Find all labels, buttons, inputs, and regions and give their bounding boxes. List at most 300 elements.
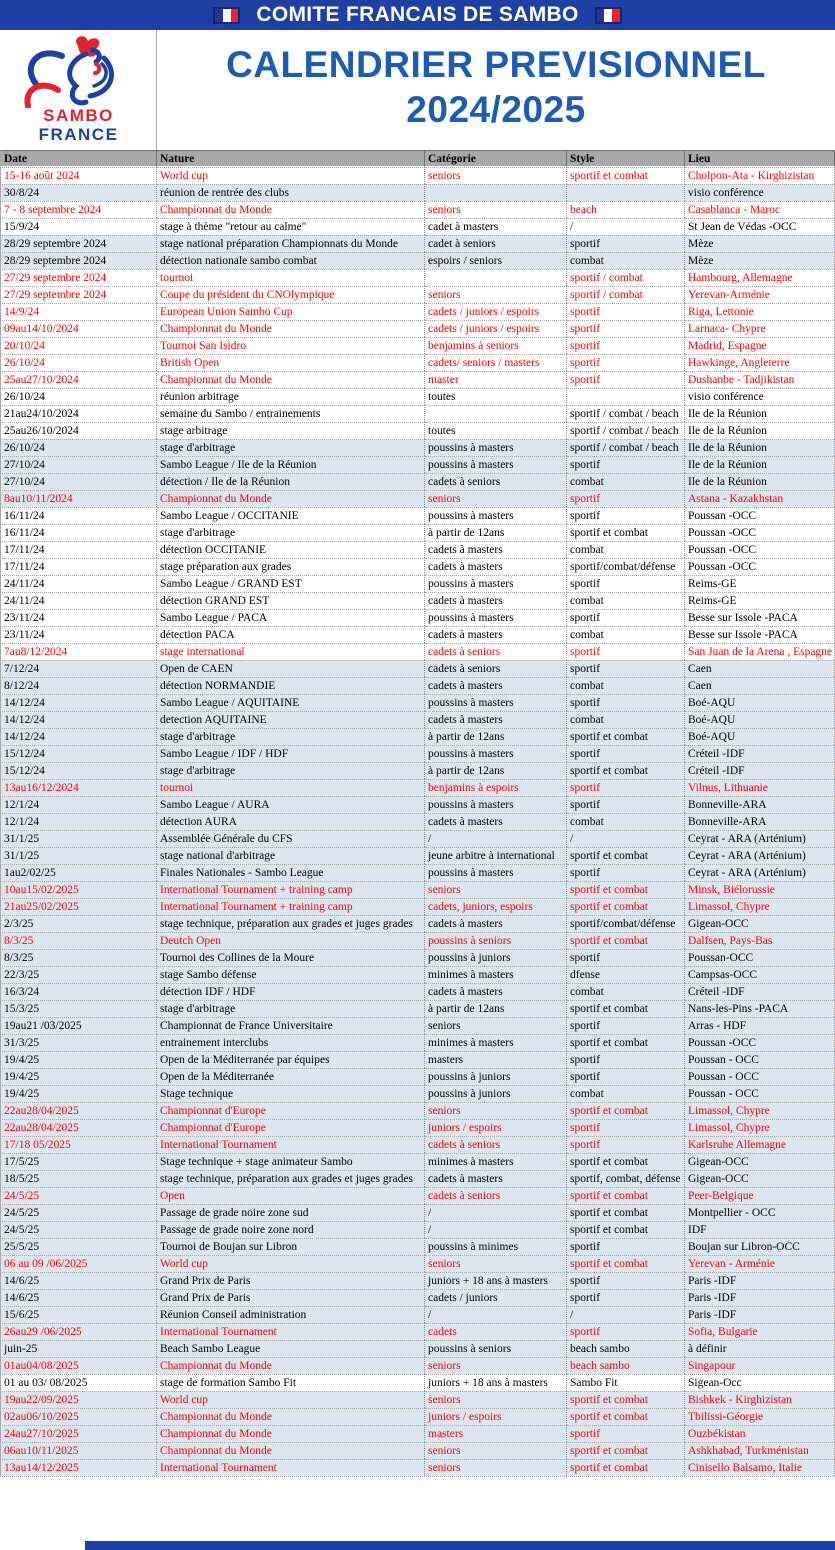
table-row [0,235,835,252]
cell-lieu: Casablanca - Maroc [685,201,835,218]
cell-lieu: Gigean-OCC [685,1153,835,1170]
cell-style: sportif [567,575,685,592]
cell-lieu: St Jean de Védas -OCC [685,218,835,235]
cell-categorie: seniors [425,1391,567,1408]
cell-style: dfense [567,966,685,983]
cell-lieu: Yerevan-Arménie [685,286,835,303]
cell-date: 16/11/24 [0,524,157,541]
cell-nature: Grand Prix de Paris [157,1289,425,1306]
cell-categorie: juniors / espoirs [425,1119,567,1136]
cell-date: 22au28/04/2025 [0,1119,157,1136]
cell-date: 26/10/24 [0,354,157,371]
cell-lieu: Gigean-OCC [685,915,835,932]
cell-categorie: masters [425,1425,567,1442]
cell-nature: Coupe du président du CNOlympique [157,286,425,303]
cell-lieu: Peer-Belgique [685,1187,835,1204]
calendar-table [0,150,835,1477]
cell-date: 12/1/24 [0,813,157,830]
cell-style [567,184,685,201]
cell-categorie [425,184,567,201]
cell-date: 13au14/12/2025 [0,1459,157,1476]
cell-lieu: Dushanbe - Tadjikistan [685,371,835,388]
cell-categorie: cadets à masters [425,983,567,1000]
cell-categorie: seniors [425,1017,567,1034]
cell-nature: Championnat du Monde [157,1442,425,1459]
cell-style: sportif [567,643,685,660]
cell-nature: détection nationale sambo combat [157,252,425,269]
cell-nature: European Union Sambo Cup [157,303,425,320]
cell-categorie: cadets [425,1323,567,1340]
cell-style: sportif et combat [567,1102,685,1119]
cell-lieu: Créteil -IDF [685,745,835,762]
cell-categorie: cadet à masters [425,218,567,235]
cell-categorie: masters [425,1051,567,1068]
cell-style: sportif et combat [567,932,685,949]
cell-categorie: / [425,830,567,847]
cell-categorie: / [425,1306,567,1323]
cell-nature: Sambo League / Ile de la Réunion [157,456,425,473]
table-row [0,1170,835,1187]
cell-style: beach sambo [567,1357,685,1374]
cell-date: 20/10/24 [0,337,157,354]
table-row [0,558,835,575]
cell-style: combat [567,711,685,728]
cell-categorie: seniors [425,1255,567,1272]
cell-nature: stage de formation Sambo Fit [157,1374,425,1391]
cell-lieu: Caen [685,660,835,677]
cell-lieu: Poussan -OCC [685,507,835,524]
cell-nature: Championnat du Monde [157,1408,425,1425]
cell-lieu: Sigean-Occ [685,1374,835,1391]
cell-style: combat [567,813,685,830]
table-row [0,1425,835,1442]
cell-categorie: seniors [425,1442,567,1459]
cell-categorie: cadets à seniors [425,473,567,490]
cell-nature: Championnat du Monde [157,320,425,337]
cell-lieu: Poussan - OCC [685,1068,835,1085]
cell-date: 8au10/11/2024 [0,490,157,507]
table-row [0,201,835,218]
cell-style: sportif [567,1136,685,1153]
cell-date: 10au15/02/2025 [0,881,157,898]
cell-style: sportif et combat [567,524,685,541]
cell-categorie: cadets/ seniors / masters [425,354,567,371]
cell-style: sportif / combat [567,286,685,303]
cell-style: sportif et combat [567,1442,685,1459]
cell-nature: stage national préparation Championnats du Monde [157,235,425,252]
cell-lieu: Ashkhabad, Turkménistan [685,1442,835,1459]
cell-nature: Beach Sambo League [157,1340,425,1357]
cell-lieu: Ceyrat - ARA (Arténium) [685,830,835,847]
cell-nature: stage national d'arbitrage [157,847,425,864]
cell-nature: détection / Ile de la Réunion [157,473,425,490]
cell-lieu: Poussan -OCC [685,524,835,541]
cell-categorie: à partir de 12ans [425,762,567,779]
cell-categorie: poussins à masters [425,456,567,473]
cell-categorie: espoirs / seniors [425,252,567,269]
cell-date: 13au16/12/2024 [0,779,157,796]
cell-lieu: Besse sur Issole -PACA [685,609,835,626]
cell-nature: Sambo League / GRAND EST [157,575,425,592]
table-row [0,1102,835,1119]
cell-style: sportif/combat/défense [567,558,685,575]
cell-categorie: cadets à masters [425,1170,567,1187]
table-row [0,1255,835,1272]
cell-date: juin-25 [0,1340,157,1357]
table-row [0,456,835,473]
cell-style: sportif et combat [567,847,685,864]
cell-nature: Assemblée Générale du CFS [157,830,425,847]
cell-categorie: cadets à seniors [425,1136,567,1153]
cell-nature: tournoi [157,269,425,286]
cell-date: 25au27/10/2024 [0,371,157,388]
sambo-france-logo [0,30,157,150]
cell-date: 06 au 09 /06/2025 [0,1255,157,1272]
cell-style: sportif et combat [567,167,685,184]
bottom-blue-strip [85,1541,835,1550]
cell-style: sportif / combat / beach [567,439,685,456]
cell-date: 31/1/25 [0,847,157,864]
cell-categorie: poussins à masters [425,575,567,592]
cell-lieu: Gigean-OCC [685,1170,835,1187]
cell-lieu: Paris -IDF [685,1306,835,1323]
cell-nature: Passage de grade noire zone nord [157,1221,425,1238]
cell-nature: détection AURA [157,813,425,830]
table-row [0,1442,835,1459]
cell-date: 15/12/24 [0,745,157,762]
table-row [0,269,835,286]
table-header-row [0,150,835,167]
cell-style: combat [567,252,685,269]
cell-lieu: Paris -IDF [685,1272,835,1289]
cell-style: sportif [567,1051,685,1068]
table-row [0,388,835,405]
cell-categorie: cadets à masters [425,677,567,694]
cell-style: sportif et combat [567,1459,685,1476]
cell-style: sportif et combat [567,898,685,915]
cell-nature: Championnat d'Europe [157,1119,425,1136]
cell-categorie: master [425,371,567,388]
cell-nature: détection OCCITANIE [157,541,425,558]
cell-nature: Sambo League / PACA [157,609,425,626]
cell-nature: stage Sambo défense [157,966,425,983]
table-row [0,762,835,779]
cell-date: 23/11/24 [0,609,157,626]
cell-date: 25au26/10/2024 [0,422,157,439]
cell-nature: stage technique, préparation aux grades et juges grades [157,1170,425,1187]
cell-date: 24/11/24 [0,592,157,609]
cell-style: sportif [567,320,685,337]
table-row [0,422,835,439]
cell-date: 19/4/25 [0,1085,157,1102]
table-row [0,303,835,320]
cell-categorie: cadet à seniors [425,235,567,252]
cell-categorie: cadets à masters [425,711,567,728]
table-row [0,1136,835,1153]
cell-style: sportif et combat [567,728,685,745]
cell-categorie: à partir de 12ans [425,524,567,541]
table-row [0,1357,835,1374]
cell-nature: International Tournament [157,1323,425,1340]
col-header-lieu: Lieu [685,150,835,167]
cell-categorie: poussins à juniors [425,949,567,966]
cell-nature: détection NORMANDIE [157,677,425,694]
table-row [0,1374,835,1391]
cell-date: 17/11/24 [0,558,157,575]
cell-categorie: minimes à masters [425,1153,567,1170]
cell-lieu: Poussan -OCC [685,1034,835,1051]
cell-style: sportif et combat [567,1221,685,1238]
cell-lieu: Montpellier - OCC [685,1204,835,1221]
table-row [0,796,835,813]
cell-lieu: Boé-AQU [685,711,835,728]
cell-lieu: Riga, Lettonie [685,303,835,320]
cell-style: sportif [567,337,685,354]
cell-date: 15/12/24 [0,762,157,779]
cell-lieu: Boé-AQU [685,728,835,745]
cell-style: sportif [567,1425,685,1442]
table-row [0,1119,835,1136]
cell-lieu: Astana - Kazakhstan [685,490,835,507]
table-row [0,694,835,711]
cell-lieu: visio conférence [685,184,835,201]
cell-nature: Championnat du Monde [157,371,425,388]
cell-nature: détection GRAND EST [157,592,425,609]
cell-lieu: IDF [685,1221,835,1238]
cell-categorie: cadets / juniors / espoirs [425,303,567,320]
cell-lieu: à définir [685,1340,835,1357]
page-title-line2: 2024/2025 [406,89,586,130]
cell-date: 14/12/24 [0,694,157,711]
cell-style: sportif [567,1272,685,1289]
cell-style: sportif [567,507,685,524]
cell-categorie: seniors [425,1102,567,1119]
table-row [0,490,835,507]
cell-categorie: poussins à juniors [425,1085,567,1102]
cell-style: sportif [567,660,685,677]
cell-date: 19/4/25 [0,1051,157,1068]
cell-date: 17/5/25 [0,1153,157,1170]
cell-style: sportif [567,694,685,711]
table-row [0,1085,835,1102]
cell-nature: International Tournament [157,1136,425,1153]
cell-lieu: Boujan sur Libron-OCC [685,1238,835,1255]
table-row [0,949,835,966]
cell-nature: Championnat du Monde [157,490,425,507]
cell-style: sportif [567,796,685,813]
cell-nature: Open de CAEN [157,660,425,677]
cell-categorie: juniors / espoirs [425,1408,567,1425]
cell-lieu: Nans-les-Pins -PACA [685,1000,835,1017]
cell-nature: semaine du Sambo / entrainements [157,405,425,422]
cell-nature: International Tournament + training camp [157,881,425,898]
cell-categorie: poussins à masters [425,796,567,813]
cell-nature: Championnat d'Europe [157,1102,425,1119]
cell-date: 27/10/24 [0,456,157,473]
col-header-style: Style [567,150,685,167]
table-row [0,626,835,643]
cell-date: 7/12/24 [0,660,157,677]
page-title [157,30,835,150]
topbar-title: COMITE FRANCAIS DE SAMBO [256,3,579,26]
cell-lieu: Ile de la Réunion [685,439,835,456]
cell-style: sportif / combat / beach [567,405,685,422]
table-row [0,167,835,184]
cell-nature: stage d'arbitrage [157,728,425,745]
table-row [0,1051,835,1068]
french-flag-icon-left [213,7,240,24]
table-row [0,728,835,745]
cell-categorie: poussins à masters [425,694,567,711]
cell-nature: Open de la Méditerranée par équipes [157,1051,425,1068]
cell-nature: stage d'arbitrage [157,1000,425,1017]
table-row [0,575,835,592]
cell-lieu: Bishkek - Kirghizistan [685,1391,835,1408]
table-row [0,507,835,524]
cell-date: 28/29 septembre 2024 [0,252,157,269]
cell-date: 24/5/25 [0,1187,157,1204]
table-row [0,677,835,694]
cell-date: 12/1/24 [0,796,157,813]
cell-date: 22/3/25 [0,966,157,983]
table-row [0,371,835,388]
cell-categorie: poussins à masters [425,609,567,626]
cell-lieu: Tbilissi-Géorgie [685,1408,835,1425]
cell-date: 27/29 septembre 2024 [0,269,157,286]
cell-date: 28/29 septembre 2024 [0,235,157,252]
cell-categorie: à partir de 12ans [425,1000,567,1017]
cell-style: sportif [567,354,685,371]
cell-date: 24au27/10/2025 [0,1425,157,1442]
cell-lieu: Cholpon-Ata - Kirghizistan [685,167,835,184]
cell-nature: International Tournament [157,1459,425,1476]
table-row [0,966,835,983]
cell-date: 17/18 05/2025 [0,1136,157,1153]
table-row [0,592,835,609]
cell-lieu: Créteil -IDF [685,983,835,1000]
cell-categorie: toutes [425,388,567,405]
cell-lieu: Créteil -IDF [685,762,835,779]
cell-lieu: Cinisello Balsamo, Italie [685,1459,835,1476]
table-row [0,932,835,949]
cell-nature: Sambo League / OCCITANIE [157,507,425,524]
cell-date: 8/12/24 [0,677,157,694]
cell-categorie: toutes [425,422,567,439]
table-bottom-border [0,1476,835,1477]
cell-nature: stage technique, préparation aux grades et juges grades [157,915,425,932]
cell-lieu: Larnaca- Chypre [685,320,835,337]
cell-categorie [425,405,567,422]
table-row [0,1153,835,1170]
cell-categorie: benjamins à seniors [425,337,567,354]
cell-date: 31/1/25 [0,830,157,847]
cell-nature: Championnat du Monde [157,201,425,218]
cell-style: sportif [567,1068,685,1085]
cell-date: 26/10/24 [0,439,157,456]
cell-categorie: poussins à masters [425,864,567,881]
cell-categorie: poussins à seniors [425,932,567,949]
cell-categorie: seniors [425,881,567,898]
cell-lieu: Ceyrat - ARA (Arténium) [685,847,835,864]
table-row [0,660,835,677]
cell-lieu: Yerevan - Arménie [685,1255,835,1272]
cell-date: 25/5/25 [0,1238,157,1255]
cell-style: sportif [567,1017,685,1034]
cell-style: combat [567,677,685,694]
table-row [0,354,835,371]
cell-style: sportif [567,745,685,762]
cell-date: 21au25/02/2025 [0,898,157,915]
cell-date: 15/6/25 [0,1306,157,1323]
cell-nature: World cup [157,167,425,184]
cell-style: sportif / combat / beach [567,422,685,439]
table-row [0,711,835,728]
cell-categorie: cadets à masters [425,592,567,609]
table-row [0,830,835,847]
cell-lieu: Ouzbékistan [685,1425,835,1442]
cell-categorie: jeune arbitre à international [425,847,567,864]
header-band [0,30,835,150]
cell-style: sportif [567,303,685,320]
table-body [0,167,835,1476]
cell-lieu: Minsk, Biélorussie [685,881,835,898]
cell-lieu: Boé-AQU [685,694,835,711]
cell-categorie: cadets à masters [425,813,567,830]
cell-date: 15/3/25 [0,1000,157,1017]
cell-categorie: poussins à masters [425,745,567,762]
cell-categorie: seniors [425,201,567,218]
cell-lieu: Paris -IDF [685,1289,835,1306]
french-flag-icon-right [595,7,622,24]
cell-nature: Passage de grade noire zone sud [157,1204,425,1221]
cell-categorie: poussins à juniors [425,1068,567,1085]
cell-lieu: Reims-GE [685,575,835,592]
cell-nature: Sambo League / AQUITAINE [157,694,425,711]
cell-date: 14/6/25 [0,1289,157,1306]
cell-nature: Tournoi San Isidro [157,337,425,354]
table-row [0,1221,835,1238]
cell-nature: Stage technique + stage animateur Sambo [157,1153,425,1170]
cell-style: sportif [567,864,685,881]
cell-lieu: Caen [685,677,835,694]
table-row [0,1306,835,1323]
cell-categorie: seniors [425,1459,567,1476]
cell-categorie: cadets à seniors [425,1187,567,1204]
cell-nature: World cup [157,1391,425,1408]
cell-lieu: San Juan de la Arena , Espagne [685,643,835,660]
table-row [0,609,835,626]
cell-lieu: Bonneville-ARA [685,796,835,813]
col-header-nature: Nature [157,150,425,167]
cell-nature: Championnat de France Universitaire [157,1017,425,1034]
cell-style: sportif [567,1289,685,1306]
cell-nature: Sambo League / AURA [157,796,425,813]
cell-categorie: cadets à masters [425,626,567,643]
cell-nature: stage préparation aux grades [157,558,425,575]
table-row [0,184,835,201]
cell-date: 30/8/24 [0,184,157,201]
cell-date: 14/12/24 [0,711,157,728]
cell-style: sportif [567,1238,685,1255]
table-row [0,1391,835,1408]
cell-style: sportif/combat/défense [567,915,685,932]
cell-style: beach sambo [567,1340,685,1357]
table-row [0,1340,835,1357]
cell-date: 26/10/24 [0,388,157,405]
cell-style: combat [567,626,685,643]
cell-style: sportif et combat [567,1391,685,1408]
cell-categorie: cadets à seniors [425,643,567,660]
